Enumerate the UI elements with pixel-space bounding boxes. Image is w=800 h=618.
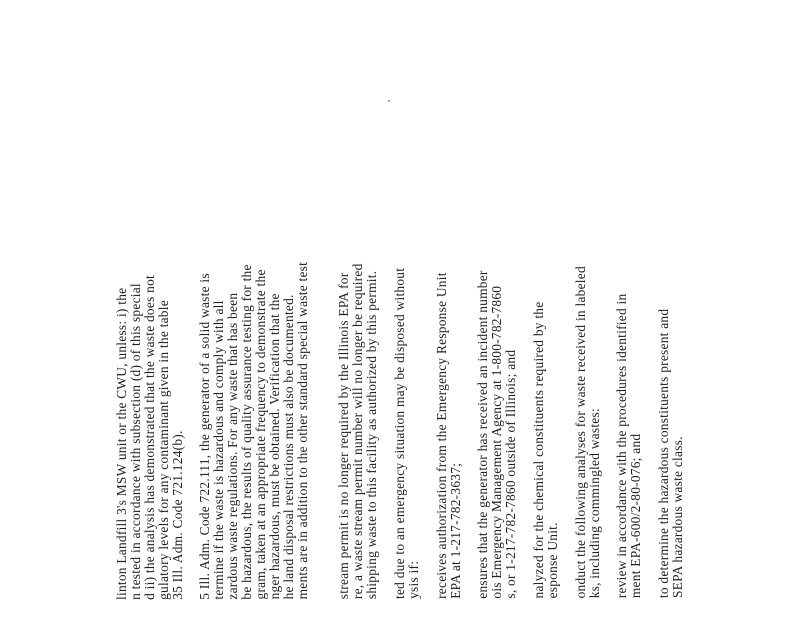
document-line: 5 Ill. Adm. Code 722.111, the generator of a solid waste is (197, 273, 213, 600)
document-line: d ii) the analysis has demonstrated that the waste does not (141, 275, 157, 600)
document-line: termine if the waste is hazardous and comply with all (211, 300, 227, 600)
document-line: gulatory levels for any contaminant given in the table (155, 300, 171, 600)
document-line: linton Landfill 3's MSW unit or the CWU, unless: i) the (114, 287, 129, 600)
document-line: ments are in addition to the other standard special waste test (294, 261, 310, 600)
document-line: to determine the hazardous constituents present and (656, 308, 672, 599)
document-line: n tested in accordance with subsection (d) of this special (127, 283, 143, 600)
document-line: receives authorization from the Emergency Response Unit (433, 272, 449, 599)
document-line: stream permit is no longer required by the Illinois EPA for (336, 272, 352, 600)
document-line: onduct the following analyses for waste received in labeled (572, 266, 588, 599)
document-line: review in accordance with the procedures identified in (614, 293, 630, 599)
document-line: ois Emergency Management Agency at 1-800-782-7860 (489, 285, 505, 599)
document-line: esponse Unit. (544, 522, 560, 599)
document-line: nalyzed for the chemical constituents required by the (531, 301, 546, 599)
document-line: SEPA hazardous waste class. (670, 436, 685, 598)
document-line: ks, including commingled wastes: (586, 408, 602, 599)
document-line: ysis if: (405, 560, 421, 599)
scan-speck (388, 100, 390, 102)
document-line: re, a waste stream permit number will no longer be required (350, 263, 366, 600)
document-line: be hazardous, the results of quality assurance testing for the (239, 264, 255, 600)
document-line: nger hazardous, must be obtained. Verification that the (266, 293, 282, 600)
document-line: ted due to an emergency situation may be disposed without (392, 267, 407, 599)
document-line: EPA at 1-217-782-3637; (447, 462, 463, 599)
document-line: ment EPA-600/2-80-076; and (628, 433, 644, 599)
document-line: s, or 1-217-782-7860 outside of Illinois; and (503, 349, 519, 599)
document-line: he land disposal restrictions must also be documented. (280, 294, 296, 600)
document-line: shipping waste to this facility as authorized by this permit. (364, 270, 380, 600)
document-line: 35 Ill. Adm. Code 721.124(b). (169, 430, 185, 600)
document-line: ensures that the generator has received an incident number (475, 270, 491, 599)
document-line: zardous waste regulations. For any waste that has been (225, 292, 241, 600)
document-line: gram, taken at an appropriate frequency to demonstrate the (253, 269, 268, 600)
